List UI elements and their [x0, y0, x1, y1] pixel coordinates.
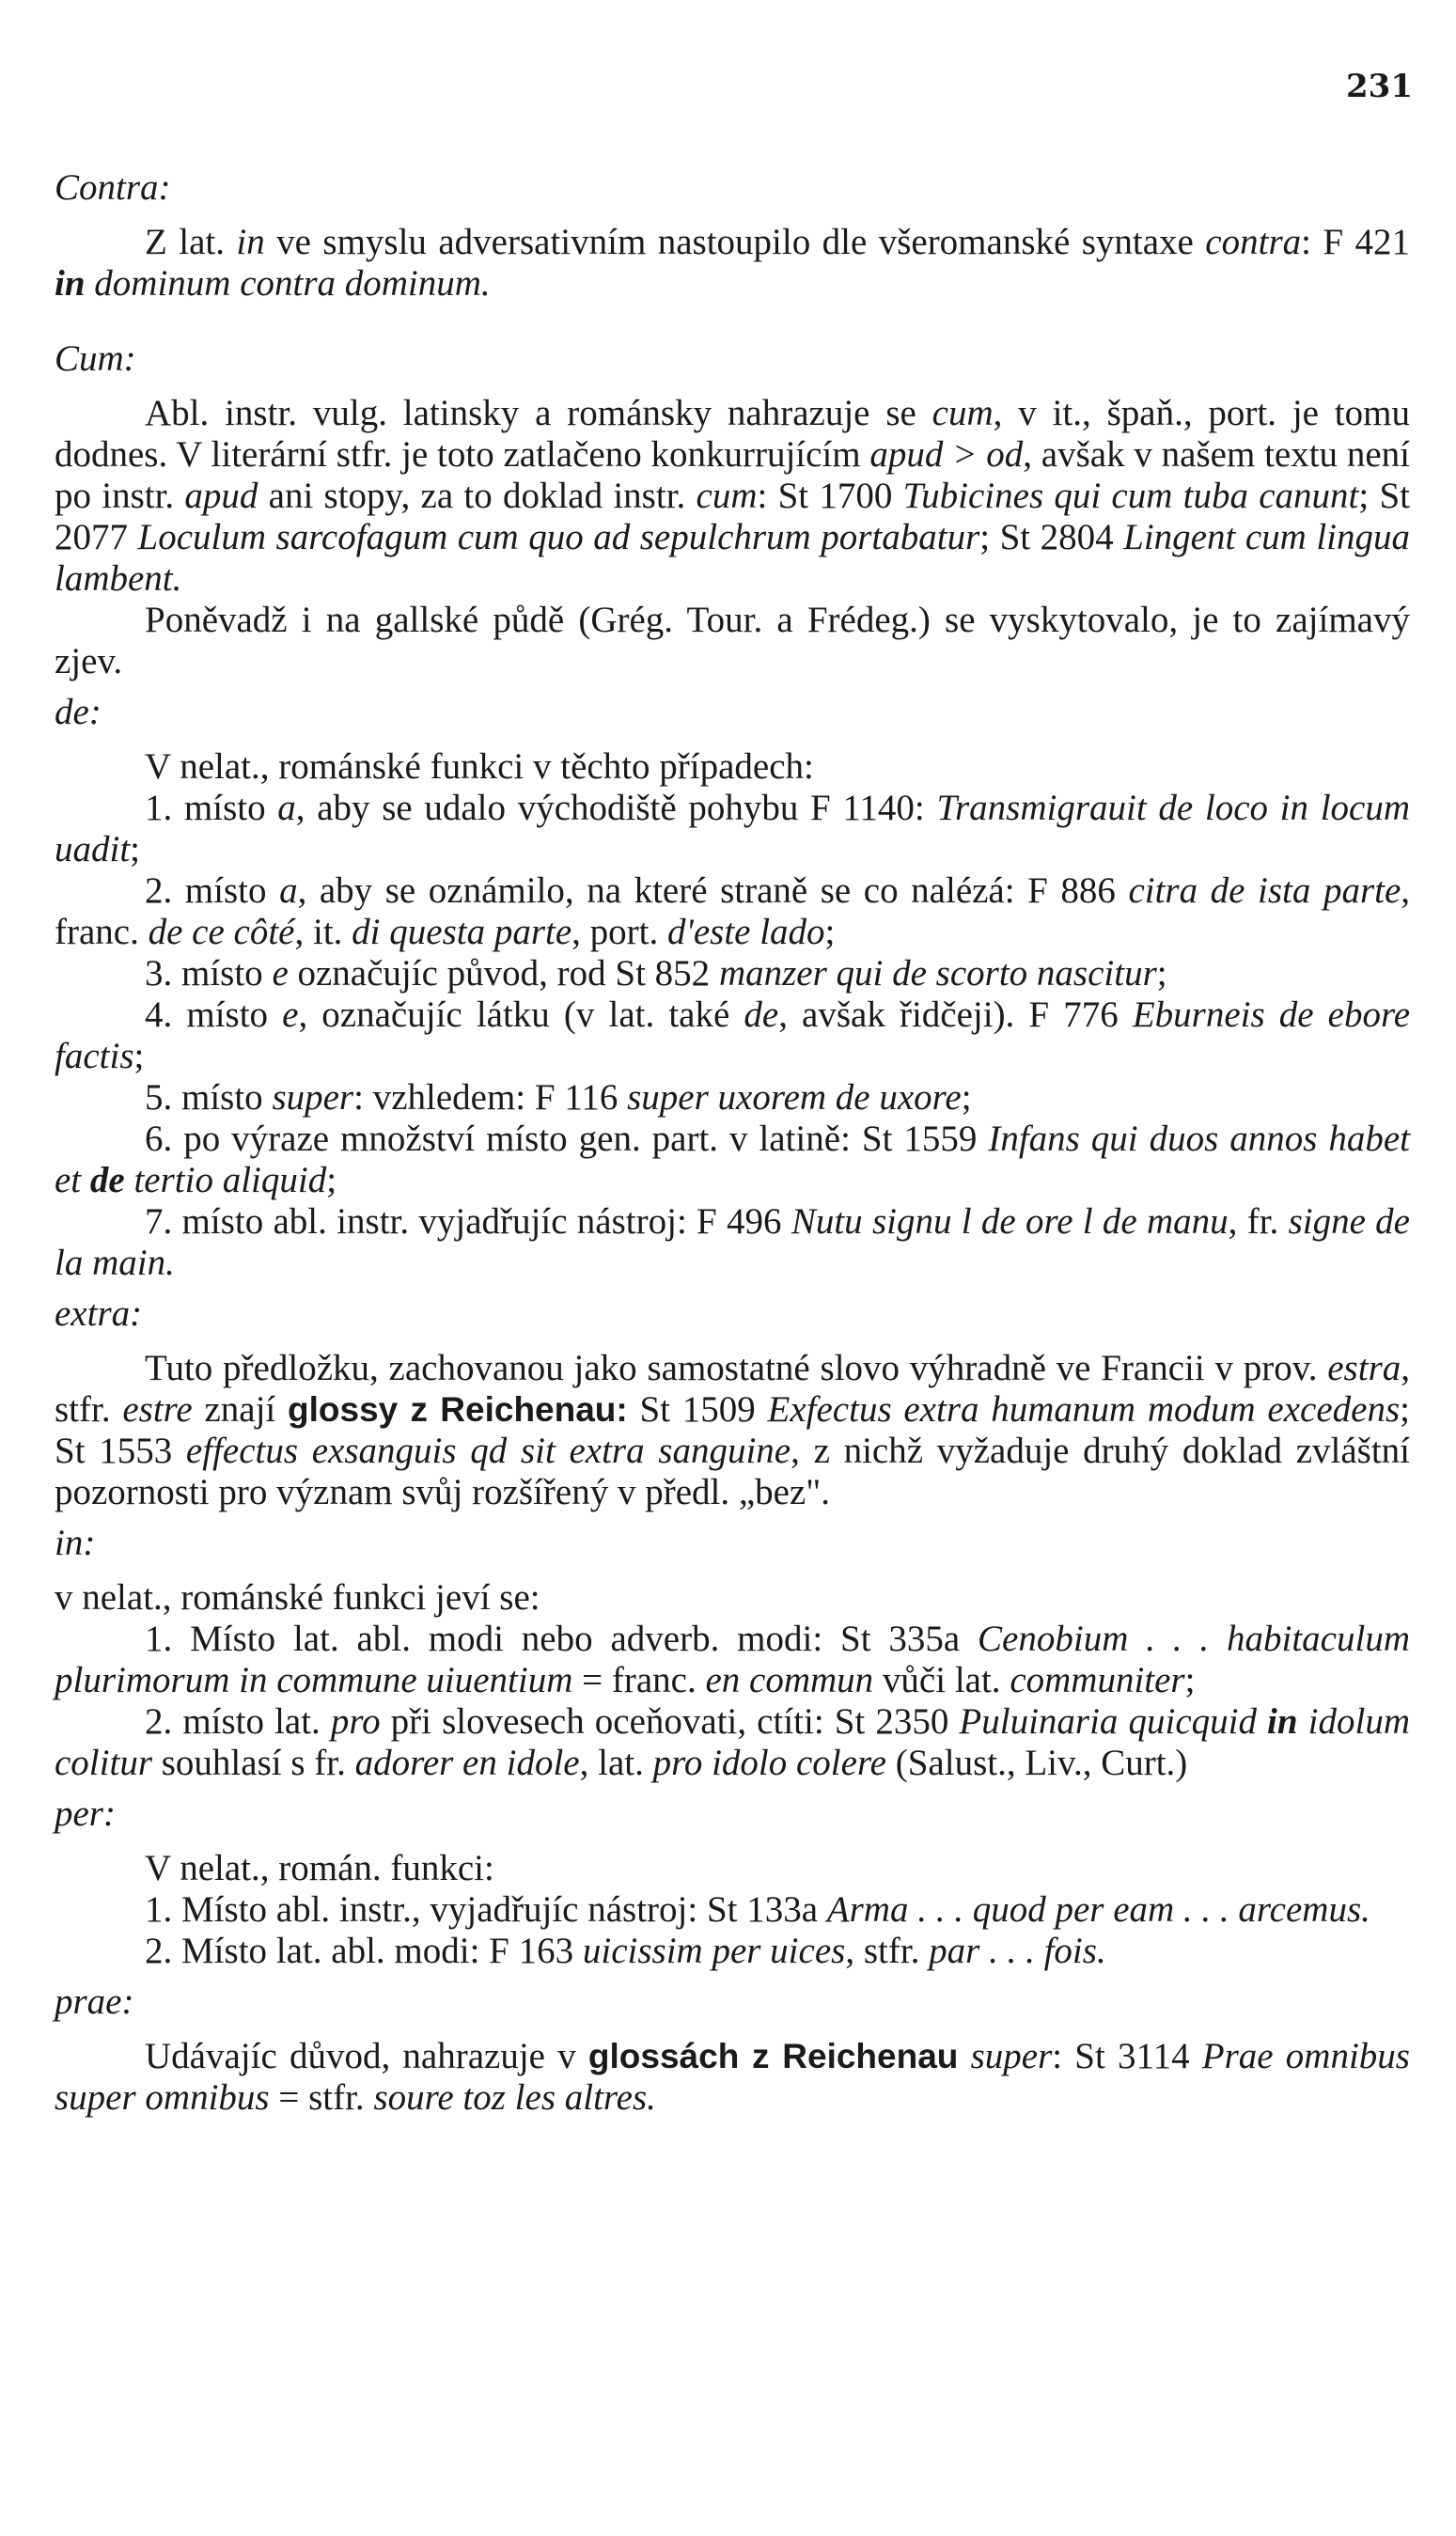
paragraph-cum-2: Poněvadž i na gallské půdě (Grég. Tour. a Frédeg.) se vyskytovalo, je to zajímavý zjev.: [55, 600, 1410, 681]
per-item-1: 1. Místo abl. instr., vyjadřujíc nástroj: St 133a Arma . . . quod per eam . . . arcemus.: [145, 1889, 1370, 1930]
in-intro: v nelat., románské funkci jeví se:: [55, 1577, 540, 1618]
paragraph-prae: Udávajíc důvod, nahrazuje v glossách z Reichenau super: St 3114 Prae omnibus super omnibus = stfr. soure toz les altres.: [55, 2036, 1410, 2118]
per-item-2: 2. Místo lat. abl. modi: F 163 uicissim per uices, stfr. par . . . fois.: [145, 1931, 1106, 1971]
per-intro: V nelat., román. funkci:: [145, 1848, 494, 1888]
de-item-4: 4. místo e, označujíc látku (v lat. také de, avšak řidčeji). F 776 Eburneis de ebore factis;: [55, 994, 1410, 1076]
de-item-2: 2. místo a, aby se oznámilo, na které straně se co nalézá: F 886 citra de ista parte, franc. de ce côté, it. di questa parte, port. d'este lado;: [55, 870, 1411, 952]
heading-cum: Cum:: [55, 338, 136, 379]
heading-prae: prae:: [55, 1981, 134, 2022]
heading-extra: extra:: [55, 1293, 143, 1334]
heading-contra: Contra:: [55, 167, 171, 208]
paragraph-contra: Z lat. in ve smyslu adversativním nastoupilo dle všeromanské syntaxe contra: F 421 in dominum contra dominum.: [55, 222, 1410, 304]
in-item-1: 1. Místo lat. abl. modi nebo adverb. modi: St 335a Cenobium . . . habitaculum plurimorum in commune uiuentium = franc. en commun vůči lat. communiter;: [55, 1619, 1410, 1700]
heading-per: per:: [55, 1793, 116, 1834]
paragraph-extra: Tuto předložku, zachovanou jako samostatné slovo výhradně ve Francii v prov. estra, stfr. estre znají glossy z Reichenau: St 1509 Exfectus extra humanum modum excedens; St 1553 effectus exsanguis qd sit extra sanguine, z nichž vyžaduje druhý doklad zvláštní pozornosti pro význam svůj rozšířený v předl. „bez".: [55, 1348, 1411, 1512]
de-intro: V nelat., románské funkci v těchto případech:: [145, 746, 814, 787]
in-item-2: 2. místo lat. pro při slovesech oceňovati, ctíti: St 2350 Puluinaria quicquid in idolum colitur souhlasí s fr. adorer en idole, lat. pro idolo colere (Salust., Liv., Curt.): [55, 1701, 1410, 1783]
heading-de: de:: [55, 692, 102, 732]
main-text: [55, 158, 1410, 2119]
paragraph-cum-1: Abl. instr. vulg. latinsky a románsky nahrazuje se cum, v it., špaň., port. je tomu dodnes. V literární stfr. je toto zatlačeno konkurrujícím apud > od, avšak v našem textu není po instr. apud ani stopy, za to doklad instr. cum: St 1700 Tubicines qui cum tuba canunt; St 2077 Loculum sarcofagum cum quo ad sepulchrum portabatur; St 2804 Lingent cum lingua lambent.: [55, 393, 1410, 599]
de-item-7: 7. místo abl. instr. vyjadřujíc nástroj: F 496 Nutu signu l de ore l de manu, fr. signe de la main.: [55, 1201, 1410, 1283]
de-item-6: 6. po výraze množství místo gen. part. v latině: St 1559 Infans qui duos annos habet et de tertio aliquid;: [55, 1119, 1410, 1200]
de-item-3: 3. místo e označujíc původ, rod St 852 manzer qui de scorto nascitur;: [145, 953, 1167, 994]
de-item-1: 1. místo a, aby se udalo východiště pohybu F 1140: Transmigrauit de loco in locum uadit;: [55, 788, 1411, 869]
de-item-5: 5. místo super: vzhledem: F 116 super uxorem de uxore;: [145, 1077, 972, 1118]
heading-in: in:: [55, 1523, 96, 1563]
page-number: 231: [1346, 68, 1413, 105]
